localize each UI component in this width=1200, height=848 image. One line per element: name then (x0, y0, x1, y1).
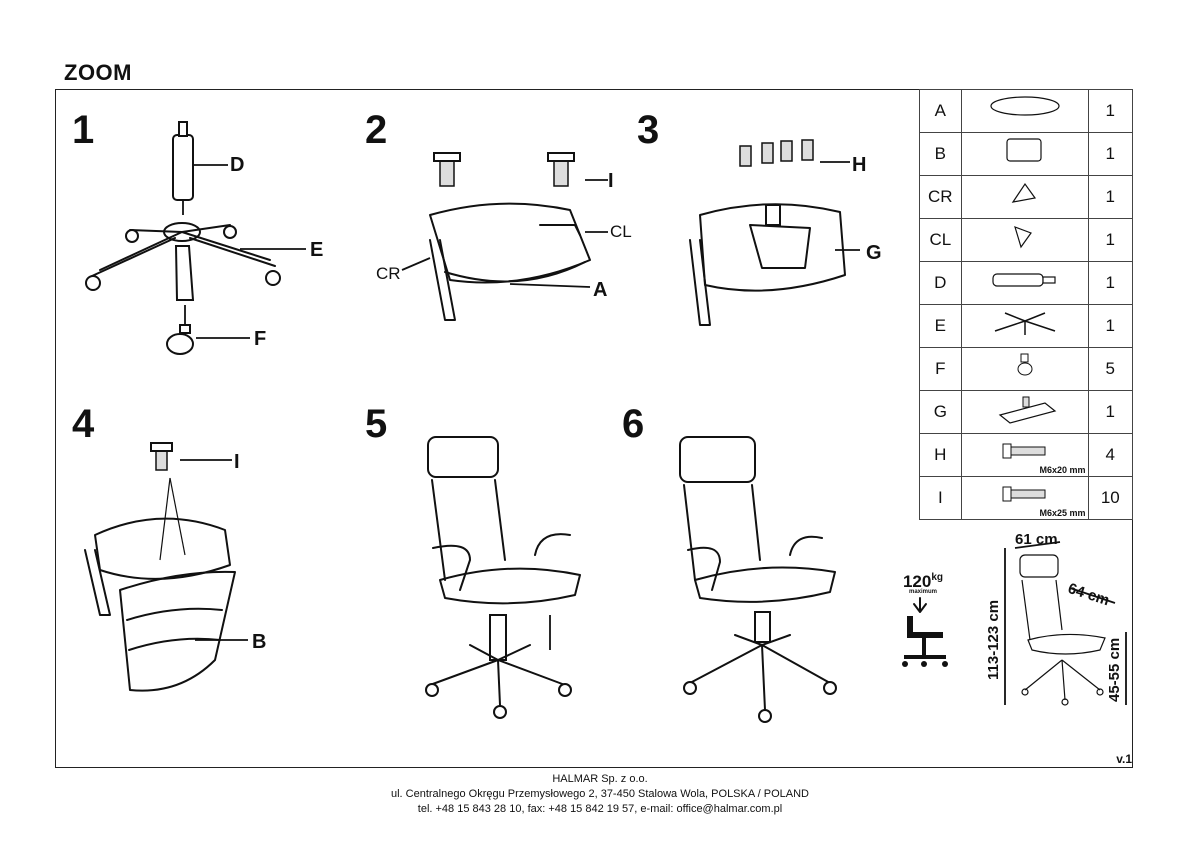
part-quantity: 1 (1088, 219, 1132, 262)
label-cl: CL (610, 222, 632, 241)
part-code: A (920, 90, 962, 133)
dimension-depth: 64 cm (1065, 580, 1112, 610)
part-code: B (920, 133, 962, 176)
label-h: H (852, 154, 867, 176)
step-4-number: 4 (72, 402, 95, 446)
part-quantity: 1 (1088, 90, 1132, 133)
label-b: B (252, 631, 267, 653)
part-quantity: 1 (1088, 133, 1132, 176)
part-quantity: 10 (1088, 477, 1132, 520)
footer (0, 772, 1200, 817)
step-2-number: 2 (365, 108, 388, 152)
label-i-step4: I (234, 451, 240, 473)
document-title: ZOOM (64, 60, 132, 85)
part-quantity: 1 (1088, 305, 1132, 348)
step-3-number: 3 (637, 108, 660, 152)
step-6-number: 6 (622, 402, 645, 446)
max-load-note: maximum (908, 589, 937, 595)
label-i-step2: I (608, 170, 614, 192)
part-code: I (920, 477, 962, 520)
footer-address: ul. Centralnego Okręgu Przemysłowego 2, 37-450 Stalowa Wola, POLSKA / POLAND (390, 788, 809, 800)
part-code: E (920, 305, 962, 348)
label-f: F (254, 328, 267, 350)
part-quantity: 1 (1088, 262, 1132, 305)
footer-company: HALMAR Sp. z o.o. (552, 773, 648, 785)
part-quantity: 4 (1088, 434, 1132, 477)
part-spec: M6x25 mm (1039, 508, 1086, 518)
part-code: H (920, 434, 962, 477)
dimension-width: 61 cm (1015, 531, 1058, 548)
label-cr: CR (376, 264, 401, 283)
dimension-seat-height: 45-55 cm (1106, 637, 1123, 702)
label-g: G (866, 242, 882, 264)
part-code: CR (920, 176, 962, 219)
part-spec: M6x20 mm (1039, 465, 1086, 475)
step-5-number: 5 (365, 402, 388, 446)
part-quantity: 1 (1088, 391, 1132, 434)
footer-contact: tel. +48 15 843 28 10, fax: +48 15 842 19 57, e-mail: office@halmar.com.pl (417, 803, 783, 815)
part-code: F (920, 348, 962, 391)
step-1-number: 1 (72, 108, 95, 152)
dimension-height: 113-123 cm (985, 599, 1002, 680)
part-quantity: 5 (1088, 348, 1132, 391)
part-code: G (920, 391, 962, 434)
label-d: D (230, 154, 245, 176)
part-code: CL (920, 219, 962, 262)
version-label: v.1 (1116, 752, 1132, 766)
max-load-value: 120 (902, 572, 932, 591)
label-e: E (310, 239, 324, 261)
label-a: A (593, 279, 608, 301)
max-load-unit: kg (931, 572, 944, 583)
part-code: D (920, 262, 962, 305)
part-quantity: 1 (1088, 176, 1132, 219)
